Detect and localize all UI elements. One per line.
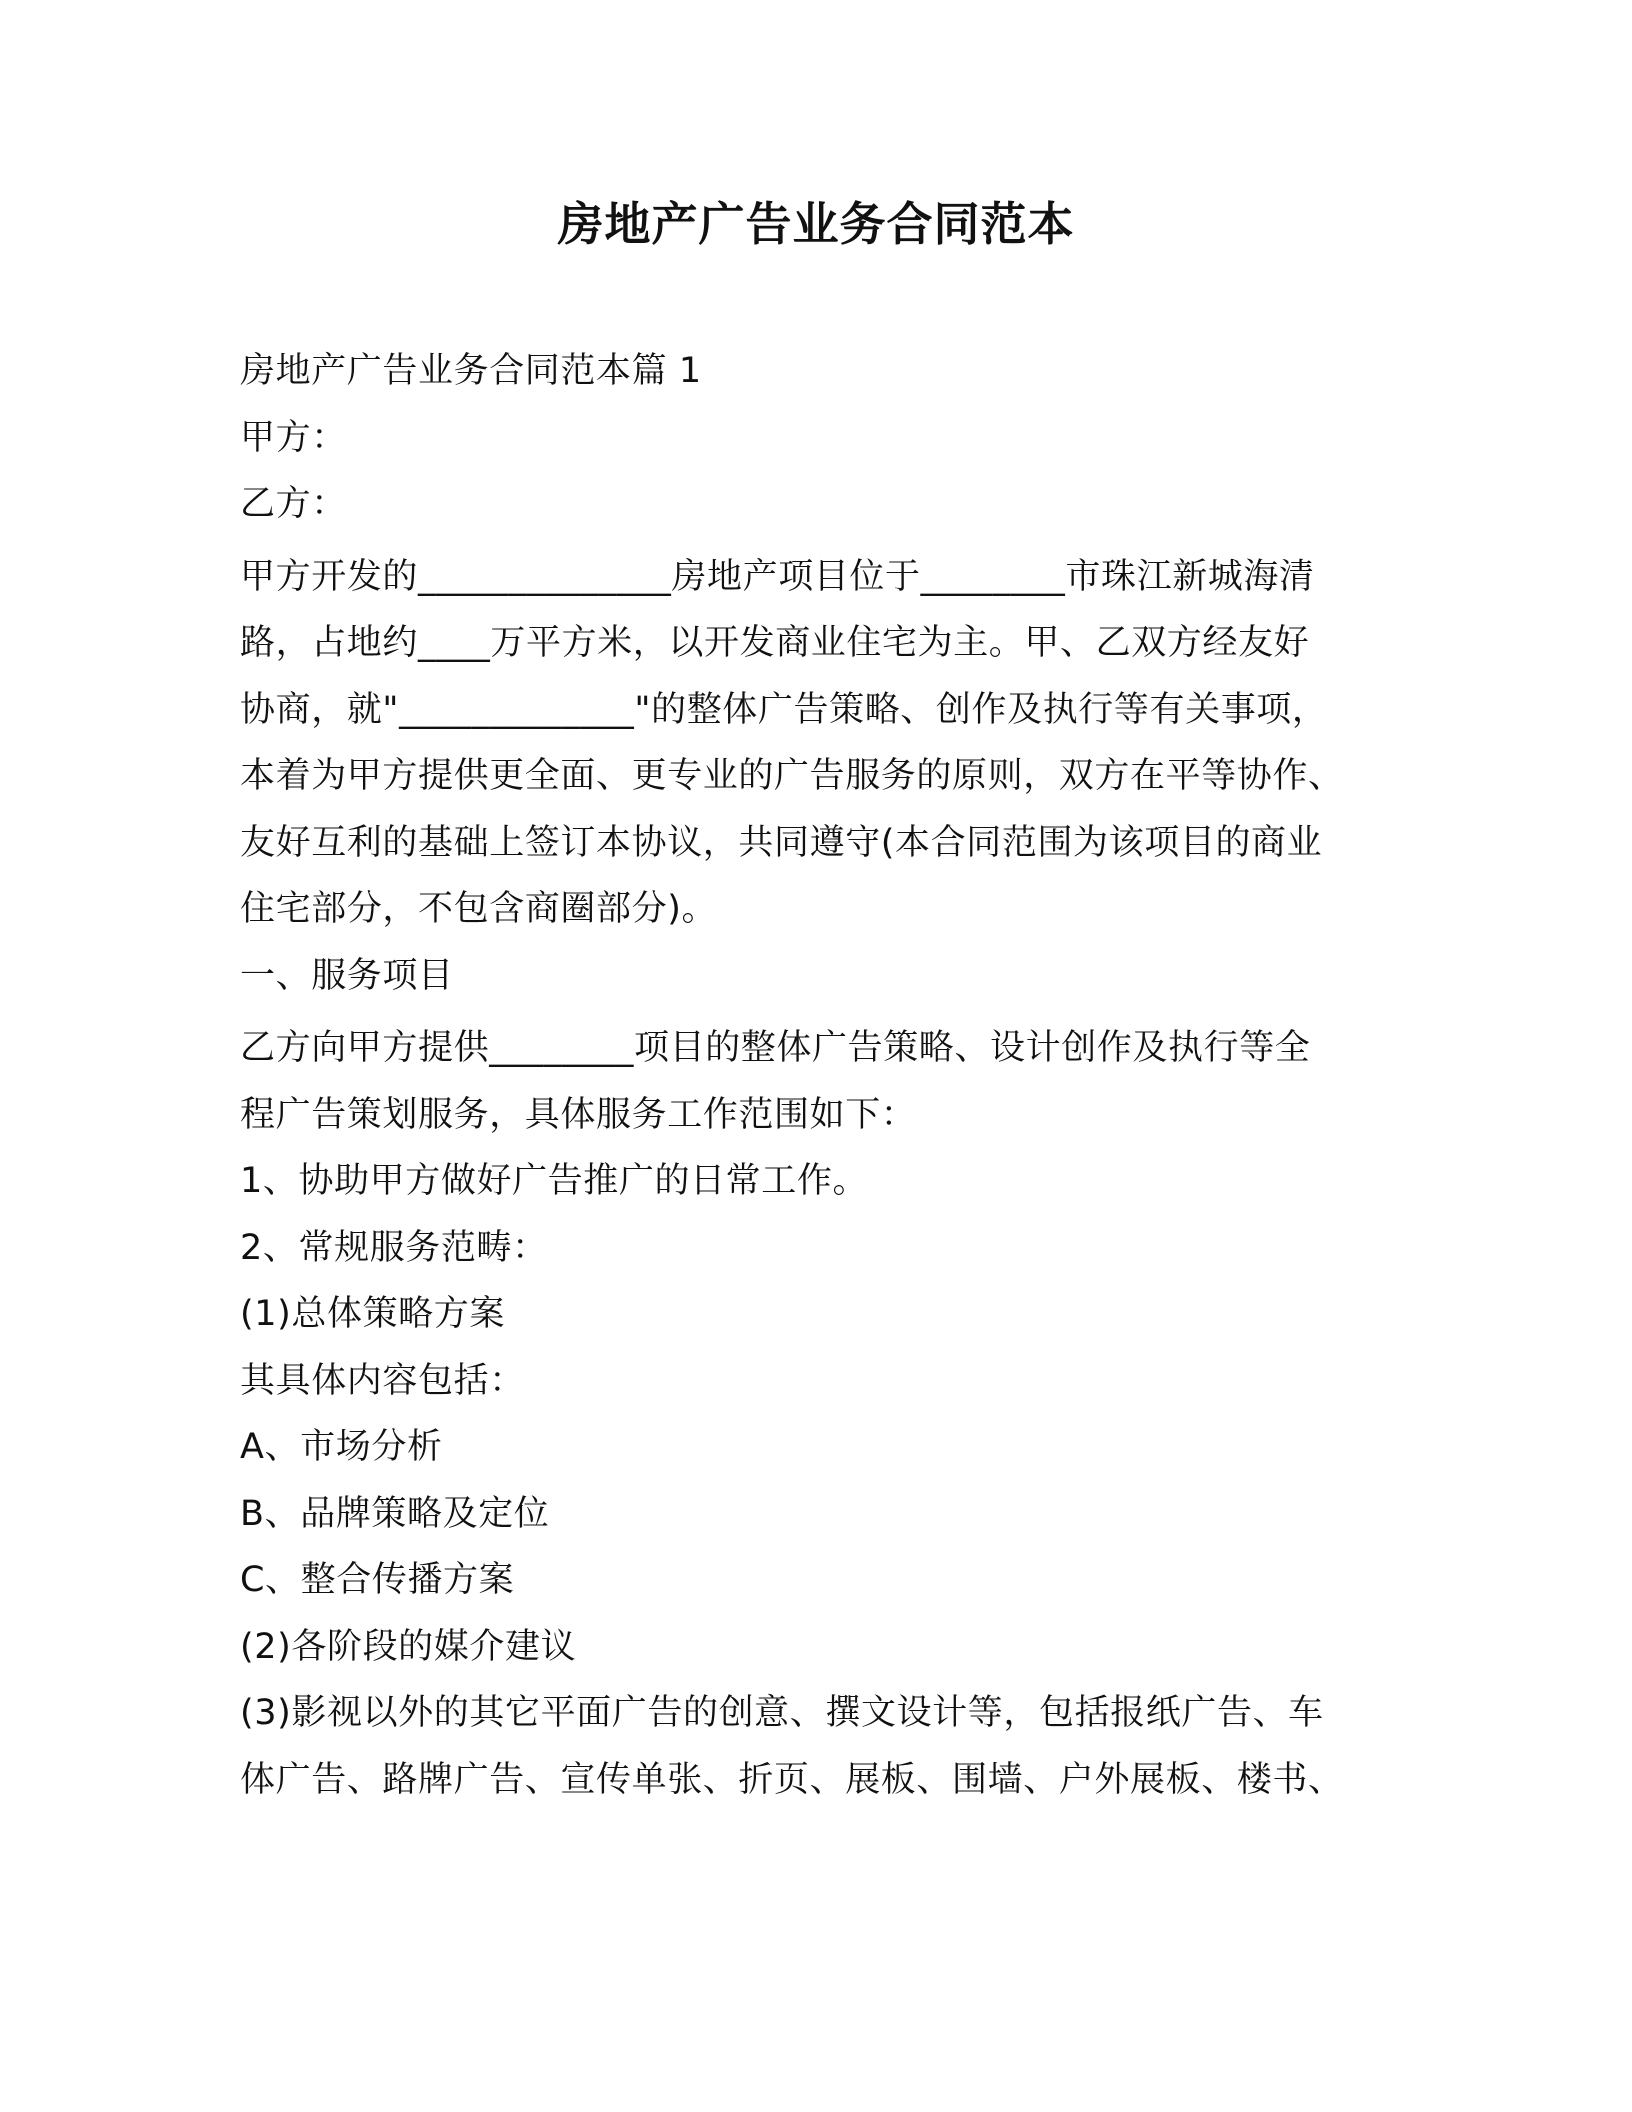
- paragraph-line: 友好互利的基础上签订本协议，共同遵守(本合同范围为该项目的商业: [240, 822, 1323, 863]
- paragraph-line: (3)影视以外的其它平面广告的创意、撰文设计等，包括报纸广告、车: [240, 1693, 1324, 1733]
- paragraph-line: 乙方向甲方提供________项目的整体广告策略、设计创作及执行等全: [240, 1028, 1311, 1068]
- paragraph-line: 本着为甲方提供更全面、更专业的广告服务的原则，双方在平等协作、: [240, 756, 1344, 796]
- document-body: [240, 338, 1390, 1813]
- paragraph-line: 体广告、路牌广告、宣传单张、折页、展板、围墙、户外展板、楼书、: [240, 1759, 1344, 1800]
- paragraph-line: 住宅部分，不包含商圈部分)。: [240, 889, 718, 929]
- list-item: A、市场分析: [240, 1427, 443, 1467]
- list-item: 其具体内容包括：: [240, 1360, 525, 1401]
- party-a-line: 甲方：: [240, 417, 347, 458]
- document-title: 房地产广告业务合同范本: [557, 197, 1075, 251]
- paragraph-line: 甲方开发的______________房地产项目位于________市珠江新城海清: [240, 556, 1315, 597]
- paragraph-line: 协商，就"_____________"的整体广告策略、创作及执行等有关事项，: [240, 689, 1328, 730]
- party-b-line: 乙方：: [240, 484, 347, 524]
- list-item: 2、常规服务范畴：: [240, 1227, 548, 1268]
- paragraph-line: 路，占地约____万平方米，以开发商业住宅为主。甲、乙双方经友好: [240, 623, 1310, 663]
- list-item: C、整合传播方案: [240, 1560, 515, 1600]
- list-item: 1、协助甲方做好广告推广的日常工作。: [240, 1161, 869, 1201]
- list-item: (2)各阶段的媒介建议: [240, 1626, 577, 1667]
- paragraph-line: 程广告策划服务，具体服务工作范围如下：: [240, 1094, 917, 1135]
- service-heading: 一、服务项目: [240, 955, 454, 996]
- list-item: (1)总体策略方案: [240, 1294, 505, 1334]
- list-item: B、品牌策略及定位: [240, 1493, 550, 1534]
- section-heading: 房地产广告业务合同范本篇 1: [240, 351, 702, 391]
